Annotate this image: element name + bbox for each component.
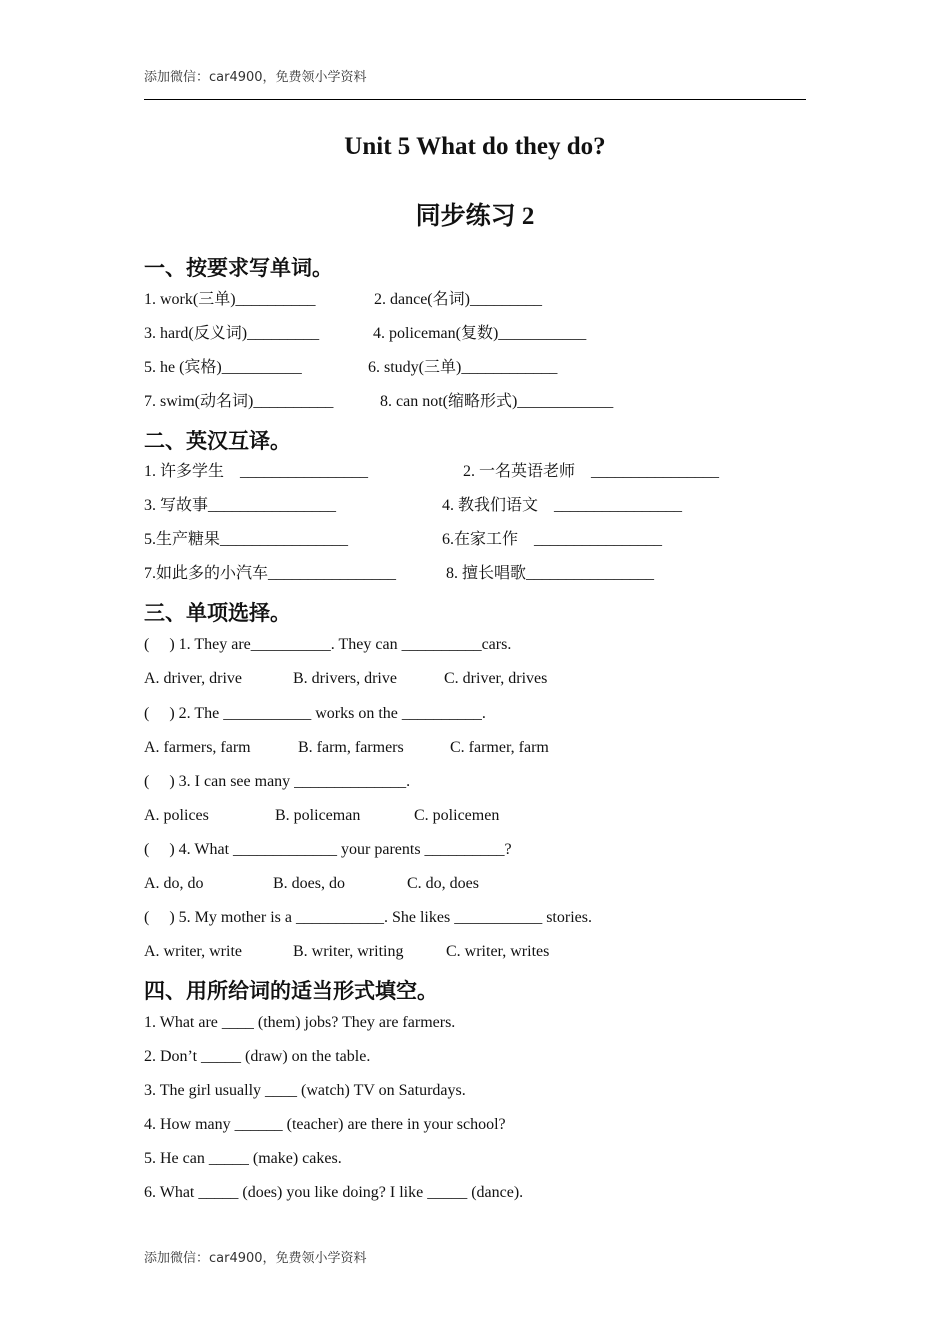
s3-q3-option-b: B. policeman (275, 807, 361, 824)
s4-item-2: 2. Don’t _____ (draw) on the table. (144, 1048, 371, 1065)
s2-item-7: 7.如此多的小汽车________________ (144, 565, 397, 582)
s2-item-3: 3. 写故事________________ (144, 497, 337, 514)
s3-q5-option-b: B. writer, writing (293, 943, 404, 960)
s3-q4-option-c: C. do, does (407, 875, 479, 892)
s1-item-4: 4. policeman(复数)___________ (373, 325, 587, 342)
s1-item-7: 7. swim(动名词)__________ (144, 393, 334, 410)
s2-item-5: 5.生产糖果________________ (144, 531, 349, 548)
s3-question-2: ( ) 2. The ___________ works on the __________. (144, 705, 486, 722)
s3-q2-option-c: C. farmer, farm (450, 739, 549, 756)
s3-question-1: ( ) 1. They are__________. They can __________cars. (144, 636, 512, 653)
s3-question-4: ( ) 4. What _____________ your parents __________? (144, 841, 512, 858)
s3-q5-option-c: C. writer, writes (446, 943, 550, 960)
section3-heading: 三、单项选择。 (144, 600, 291, 625)
s4-item-1: 1. What are ____ (them) jobs? They are farmers. (144, 1014, 456, 1031)
s4-item-6: 6. What _____ (does) you like doing? I like _____ (dance). (144, 1184, 524, 1201)
s3-q2-option-b: B. farm, farmers (298, 739, 404, 756)
s1-item-2: 2. dance(名词)_________ (374, 291, 542, 308)
s3-question-3: ( ) 3. I can see many ______________. (144, 773, 411, 790)
s2-item-6: 6.在家工作 ________________ (442, 531, 663, 548)
document-title: Unit 5 What do they do? (344, 133, 606, 160)
page-header: 添加微信：car4900，免费领小学资料 (144, 70, 367, 85)
s1-item-5: 5. he (宾格)__________ (144, 359, 302, 376)
s1-item-6: 6. study(三单)____________ (368, 359, 558, 376)
s4-item-5: 5. He can _____ (make) cakes. (144, 1150, 342, 1167)
s3-q1-option-b: B. drivers, drive (293, 670, 397, 687)
s3-q3-option-a: A. polices (144, 807, 209, 824)
s1-item-1: 1. work(三单)__________ (144, 291, 316, 308)
s3-q5-option-a: A. writer, write (144, 943, 242, 960)
s2-item-8: 8. 擅长唱歌________________ (446, 565, 655, 582)
s2-item-2: 2. 一名英语老师 ________________ (463, 463, 720, 480)
s2-item-4: 4. 教我们语文 ________________ (442, 497, 683, 514)
document-subtitle: 同步练习 2 (415, 203, 535, 230)
s3-q3-option-c: C. policemen (414, 807, 500, 824)
s1-item-8: 8. can not(缩略形式)____________ (380, 393, 614, 410)
s4-item-4: 4. How many ______ (teacher) are there in your school? (144, 1116, 506, 1133)
s3-q1-option-c: C. driver, drives (444, 670, 548, 687)
s3-question-5: ( ) 5. My mother is a ___________. She likes ___________ stories. (144, 909, 592, 926)
s1-item-3: 3. hard(反义词)_________ (144, 325, 320, 342)
s3-q4-option-b: B. does, do (273, 875, 345, 892)
s3-q4-option-a: A. do, do (144, 875, 204, 892)
section4-heading: 四、用所给词的适当形式填空。 (144, 978, 438, 1003)
section1-heading: 一、按要求写单词。 (144, 255, 333, 280)
header-rule (144, 99, 806, 100)
section2-heading: 二、英汉互译。 (144, 428, 291, 453)
page-footer: 添加微信：car4900，免费领小学资料 (144, 1251, 367, 1266)
s4-item-3: 3. The girl usually ____ (watch) TV on Saturdays. (144, 1082, 466, 1099)
s3-q2-option-a: A. farmers, farm (144, 739, 251, 756)
s3-q1-option-a: A. driver, drive (144, 670, 242, 687)
s2-item-1: 1. 许多学生 ________________ (144, 463, 369, 480)
